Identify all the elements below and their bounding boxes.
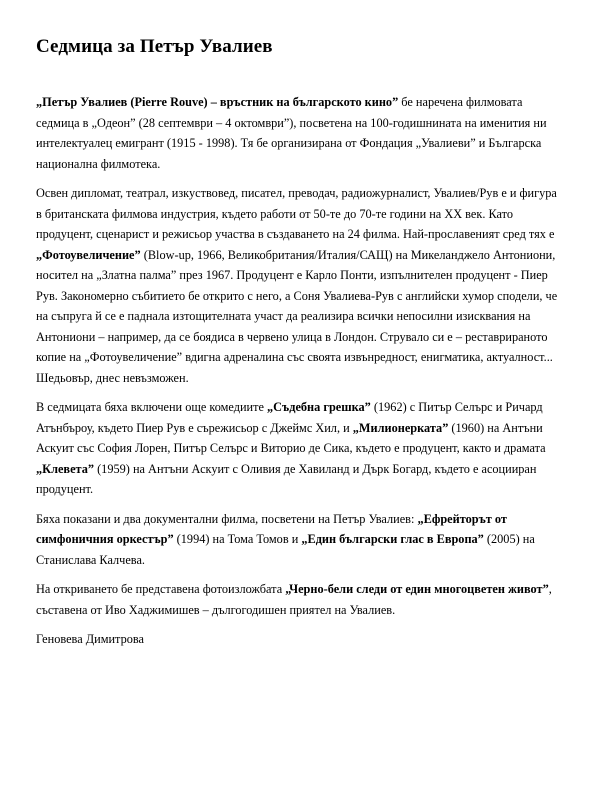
text: Бяха показани и два документални филма, посветени на Петър Увалиев:: [36, 511, 418, 526]
text: В седмицата бяха включени още комедиите: [36, 400, 268, 414]
text: (1962) с Питър Селърс и Ричард Атънбъроу, където Пиер Рув е сърежисьор с Джеймс Хил, и: [36, 400, 543, 435]
text: (Blow-up, 1966, Великобритания/Италия/САЩ) на Микеланджело Антониони, носител на „Златна палма” през 1967. Продуцент е Карло Понти, изпълнителен продуцент - Пиер Рув. Закономерно събитието бе открито с него, а Соня Увалиева-Рув с английски хумор сподели, че на съпруга й се е паднала изтощителната участ да реализира всички непосилни изисквания на Антониони – например, да се боядиса в червено улица в Лондон. Струвало си е – реставрираното копие на „Фотоувеличение” вдигна адреналина със своята извънредност, енигматика, актуалност... Шедьовър, днес невъзможен.: [36, 247, 558, 385]
bold-text: „Милионерката”: [352, 420, 449, 435]
text: На откриването бе представена фотоизложбата: [36, 582, 286, 596]
bold-text: „Петър Увалиев (Pierre Rouve) – връстник на българското кино”: [36, 95, 399, 109]
bold-text: „Фотоувеличение”: [36, 247, 141, 262]
bold-text: „Ефрейторът от симфоничния оркестър”: [36, 511, 507, 546]
text: бе наречена филмовата седмица в „Одеон” (28 септември – 4 октомври”), посветена на 100-годишнината на именития ни интелектуалец емигрант (1915 - 1998). Тя бе организирана от Фондация „Увалиеви” и Българска национална филмотека.: [36, 95, 547, 171]
bold-text: „Черно-бели следи от един многоцветен живот”: [285, 582, 549, 596]
bold-text: „Съдебна грешка”: [267, 400, 371, 414]
text: Освен дипломат, театрал, изкуствовед, писател, преводач, радиожурналист, Увалиев/Рув е и фигура в британската филмова индустрия, където работи от 50-те до 70-те години на ХХ век. Като продуцент, сценарист и режисьор участва в създаването на 24 филма. Най-прославеният сред тях е: [36, 186, 557, 241]
article-body: [36, 92, 564, 659]
author-signature: Геновева Димитрова: [36, 632, 144, 646]
bold-text: „Клевета”: [36, 461, 95, 476]
paragraph-career: [36, 183, 564, 388]
paragraph-documentaries: [36, 509, 564, 571]
text: (1960) на Антъни Аскуит със София Лорен, Питър Селърс и Виторио де Сика, където е продуцент, както и драмата: [36, 420, 546, 455]
text: (2005) на Станислава Калчева.: [36, 532, 535, 567]
text: (1959) на Антъни Аскуит с Оливия де Хавиланд и Дърк Богард, където е асоцииран продуцент.: [36, 461, 537, 496]
bold-text: „Един български глас в Европа”: [301, 532, 484, 546]
paragraph-comedies: [36, 397, 564, 500]
text: (1994) на Тома Томов и: [173, 532, 302, 546]
paragraph-intro: [36, 92, 564, 174]
paragraph-exhibition: [36, 579, 564, 620]
text: , съставена от Иво Хаджимишев – дългогодишен приятел на Увалиев.: [36, 582, 552, 617]
page-title: Седмица за Петър Увалиев: [36, 36, 273, 57]
